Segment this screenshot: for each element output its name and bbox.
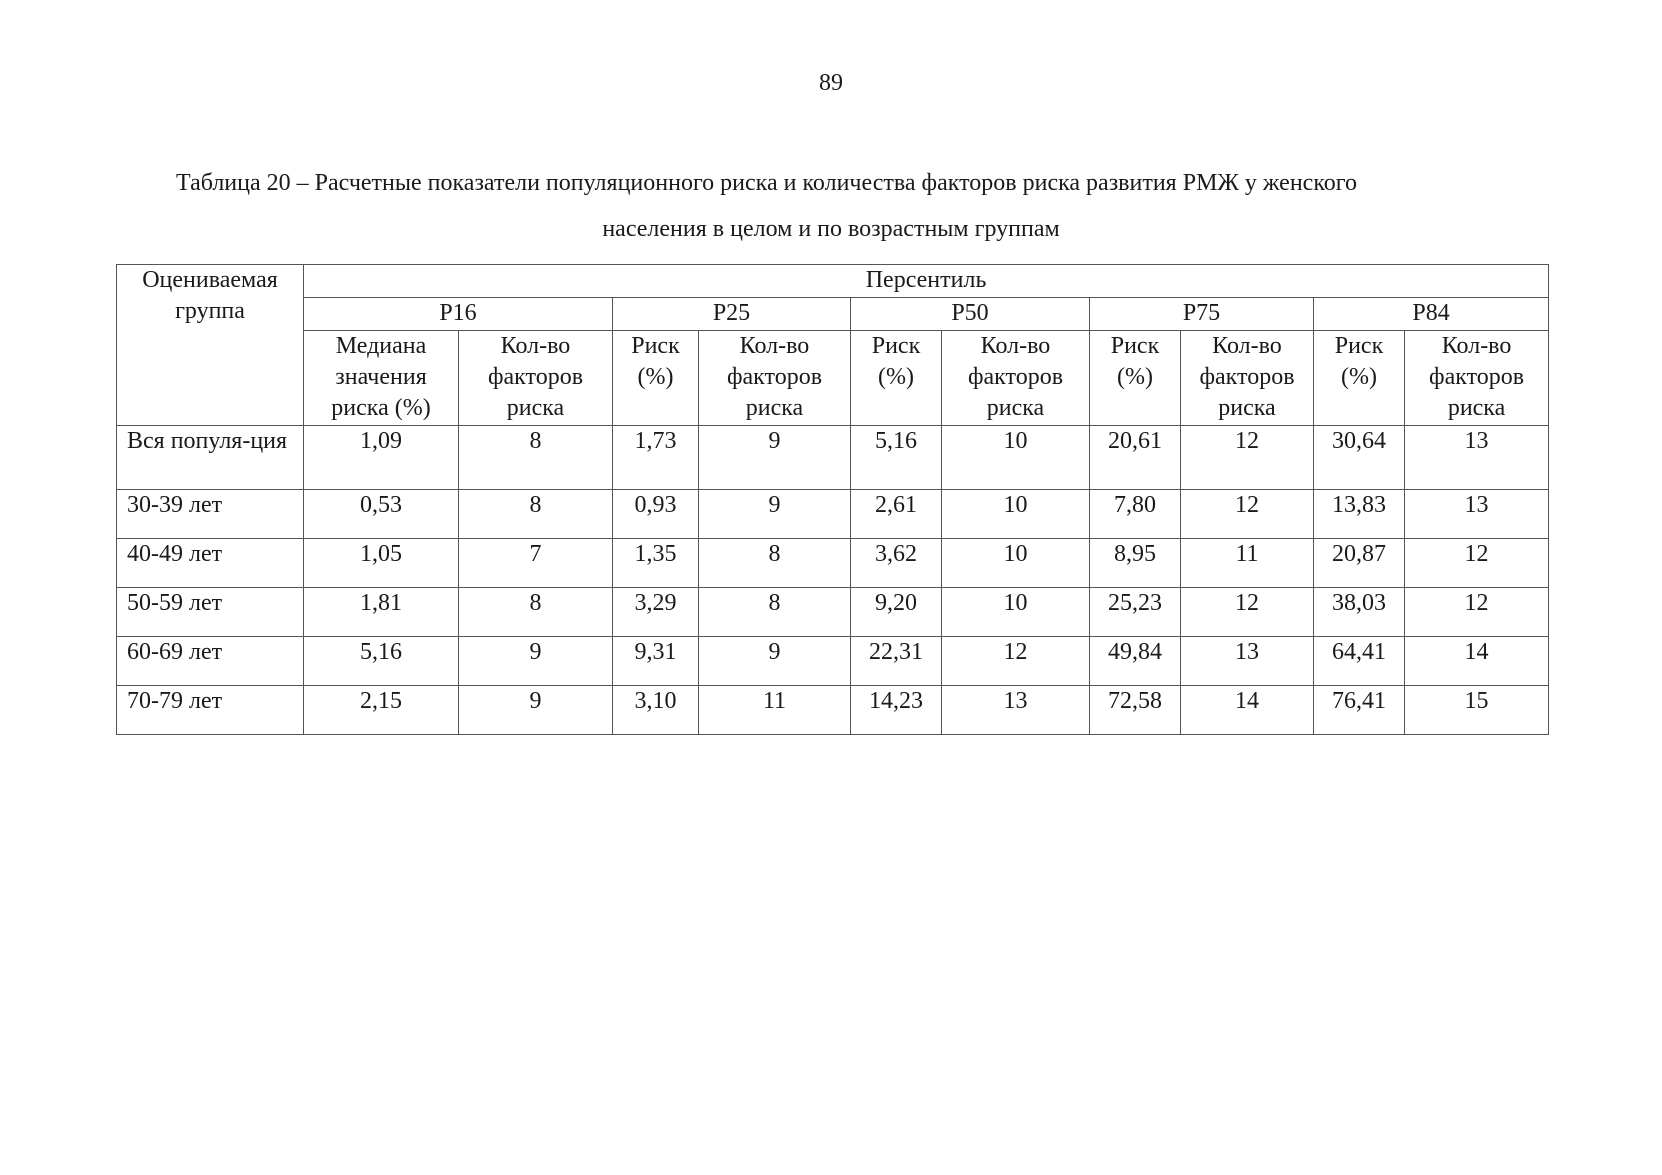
- table-row: [117, 686, 1549, 735]
- table-cell: 11: [1181, 539, 1314, 588]
- table-cell: 12: [1181, 588, 1314, 637]
- table-cell: 8: [459, 588, 613, 637]
- table-cell: 9: [459, 637, 613, 686]
- table-cell: 3,29: [613, 588, 699, 637]
- table-cell: 14: [1181, 686, 1314, 735]
- table-cell: 22,31: [851, 637, 942, 686]
- table-cell: 9: [699, 426, 851, 490]
- table-cell: 9: [699, 490, 851, 539]
- table-cell: 13: [1405, 490, 1549, 539]
- table-cell: 8,95: [1090, 539, 1181, 588]
- table-cell: 13,83: [1314, 490, 1405, 539]
- table-cell: 1,81: [304, 588, 459, 637]
- table-cell: 13: [942, 686, 1090, 735]
- table-cell: 5,16: [851, 426, 942, 490]
- header-row-percentile: [117, 265, 1549, 298]
- subheader-cell: Медиана значения риска (%): [304, 331, 459, 426]
- table-cell: 0,53: [304, 490, 459, 539]
- table-cell: 8: [699, 588, 851, 637]
- table-cell: 12: [942, 637, 1090, 686]
- table-cell: 72,58: [1090, 686, 1181, 735]
- table-cell: 1,09: [304, 426, 459, 490]
- table-cell: 9: [459, 686, 613, 735]
- table-cell: 14,23: [851, 686, 942, 735]
- row-group-label: 40-49 лет: [117, 539, 304, 588]
- subheader-cell: Кол-во факторов риска: [459, 331, 613, 426]
- table-cell: 10: [942, 490, 1090, 539]
- table-row: [117, 539, 1549, 588]
- table-caption-line1: Таблица 20 – Расчетные показатели популяционного риска и количества факторов риска развития РМЖ у женского: [176, 170, 1358, 196]
- table-cell: 9,31: [613, 637, 699, 686]
- subheader-cell: Кол-во факторов риска: [699, 331, 851, 426]
- header-row-percentiles: [117, 298, 1549, 331]
- table-cell: 10: [942, 426, 1090, 490]
- row-group-label: Вся популя-ция: [117, 426, 304, 490]
- percentile-p16: P16: [304, 298, 613, 331]
- row-group-label: 70-79 лет: [117, 686, 304, 735]
- table-cell: 12: [1405, 588, 1549, 637]
- table-row: [117, 588, 1549, 637]
- group-header: Оцениваемая группа: [117, 265, 304, 426]
- table-caption-line2: населения в целом и по возрастным группам: [602, 216, 1060, 242]
- table-cell: 14: [1405, 637, 1549, 686]
- table-cell: 9,20: [851, 588, 942, 637]
- table-cell: 20,87: [1314, 539, 1405, 588]
- table-cell: 25,23: [1090, 588, 1181, 637]
- table-cell: 64,41: [1314, 637, 1405, 686]
- table-cell: 12: [1181, 426, 1314, 490]
- table-cell: 12: [1405, 539, 1549, 588]
- subheader-cell: Кол-во факторов риска: [1405, 331, 1549, 426]
- row-group-label: 50-59 лет: [117, 588, 304, 637]
- table-row: [117, 426, 1549, 490]
- table-row: [117, 637, 1549, 686]
- table-cell: 8: [459, 426, 613, 490]
- percentile-header: Персентиль: [304, 265, 1549, 298]
- page-number: 89: [819, 70, 843, 96]
- row-group-label: 60-69 лет: [117, 637, 304, 686]
- table-cell: 7: [459, 539, 613, 588]
- table-caption: [116, 160, 1546, 252]
- table-cell: 0,93: [613, 490, 699, 539]
- table-cell: 3,62: [851, 539, 942, 588]
- subheader-cell: Риск (%): [613, 331, 699, 426]
- table-cell: 10: [942, 588, 1090, 637]
- row-group-label: 30-39 лет: [117, 490, 304, 539]
- percentile-p25: P25: [613, 298, 851, 331]
- table-cell: 11: [699, 686, 851, 735]
- subheader-cell: Кол-во факторов риска: [942, 331, 1090, 426]
- table-cell: 7,80: [1090, 490, 1181, 539]
- table-cell: 20,61: [1090, 426, 1181, 490]
- table-cell: 9: [699, 637, 851, 686]
- percentile-p84: P84: [1314, 298, 1549, 331]
- table-row: [117, 490, 1549, 539]
- table-cell: 49,84: [1090, 637, 1181, 686]
- table-cell: 1,73: [613, 426, 699, 490]
- percentile-p75: P75: [1090, 298, 1314, 331]
- table-cell: 15: [1405, 686, 1549, 735]
- table-cell: 30,64: [1314, 426, 1405, 490]
- subheader-cell: Кол-во факторов риска: [1181, 331, 1314, 426]
- table-cell: 5,16: [304, 637, 459, 686]
- table-cell: 76,41: [1314, 686, 1405, 735]
- subheader-cell: Риск (%): [1314, 331, 1405, 426]
- table-cell: 8: [699, 539, 851, 588]
- percentile-p50: P50: [851, 298, 1090, 331]
- subheader-cell: Риск (%): [851, 331, 942, 426]
- table-cell: 12: [1181, 490, 1314, 539]
- risk-table: [116, 264, 1549, 735]
- table-cell: 1,35: [613, 539, 699, 588]
- table-cell: 13: [1405, 426, 1549, 490]
- table-cell: 38,03: [1314, 588, 1405, 637]
- header-row-subheaders: [117, 331, 1549, 426]
- table-cell: 10: [942, 539, 1090, 588]
- table-cell: 13: [1181, 637, 1314, 686]
- table-cell: 1,05: [304, 539, 459, 588]
- table-cell: 3,10: [613, 686, 699, 735]
- table-cell: 2,61: [851, 490, 942, 539]
- table-cell: 2,15: [304, 686, 459, 735]
- subheader-cell: Риск (%): [1090, 331, 1181, 426]
- table-cell: 8: [459, 490, 613, 539]
